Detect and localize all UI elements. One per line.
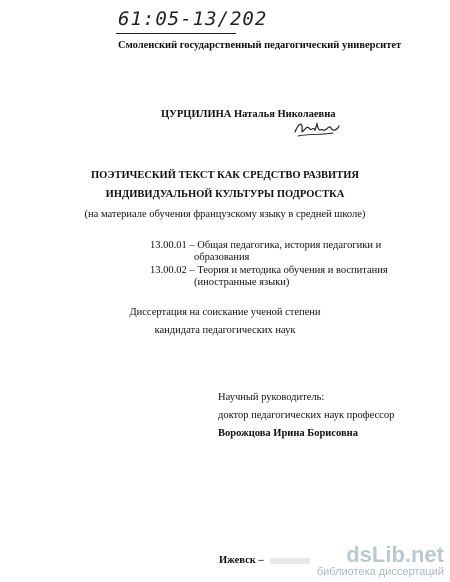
specialty-2-line-1: 13.00.02 – Теория и методика обучения и воспитания [150,265,388,276]
dissertation-title-line-2: ИНДИВИДУАЛЬНОЙ КУЛЬТУРЫ ПОДРОСТКА [105,189,345,200]
supervisor-label: Научный руководитель: [218,392,325,403]
supervisor-title: доктор педагогических наук профессор [218,410,395,421]
signature-icon [293,118,341,140]
handwritten-underline [116,33,236,34]
specialty-1-line-1: 13.00.01 – Общая педагогика, история педагогики и [150,240,382,251]
specialty-2-line-2: (иностранные языки) [194,277,290,288]
degree-line-1: Диссертация на соискание ученой степени [129,307,321,318]
faded-year-mark [270,558,310,564]
specialty-1-line-2: образования [194,252,250,263]
university-name: Смоленский государственный педагогический университет [118,40,402,51]
city-year: Ижевск – [219,555,264,566]
dissertation-subtitle: (на материале обучения французскому языку в средней школе) [84,209,366,220]
site-watermark [317,544,444,578]
supervisor-name: Ворожцова Ирина Борисовна [218,428,358,439]
watermark-tagline: библиотека диссертаций [316,566,444,578]
handwritten-catalog-number: 61:05-13/202 [118,8,268,30]
degree-line-2: кандидата педагогических наук [154,325,296,336]
dissertation-title-line-1: ПОЭТИЧЕСКИЙ ТЕКСТ КАК СРЕДСТВО РАЗВИТИЯ [91,170,359,181]
watermark-brand: dsLib.net [346,542,444,567]
author-name: ЦУРЦИЛИНА Наталья Николаевна [161,109,336,120]
